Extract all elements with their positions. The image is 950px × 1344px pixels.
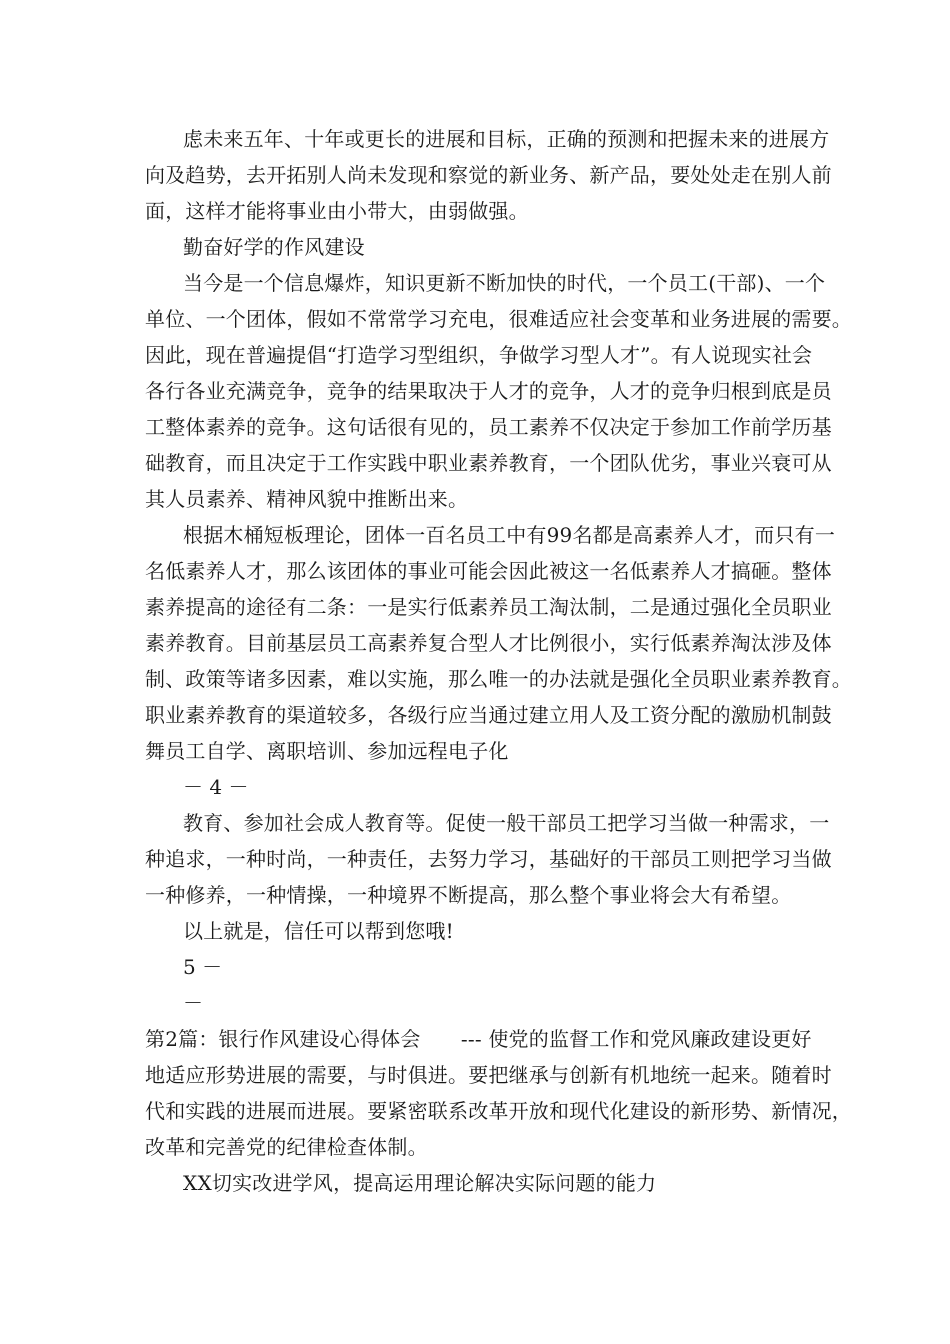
paragraph-line: 种追求，一种时尚，一种责任，去努力学习，基础好的干部员工则把学习当做	[145, 847, 832, 871]
paragraph-line: 素养提高的途径有二条：一是实行低素养员工淘汰制，二是通过强化全员职业	[145, 595, 832, 619]
paragraph-line: 以上就是，信任可以帮到您哦!	[183, 919, 454, 943]
paragraph-line: 其人员素养、精神风貌中推断出来。	[145, 487, 469, 511]
paragraph-line: 一种修养，一种情操，一种境界不断提高，那么整个事业将会大有希望。	[145, 883, 792, 907]
paragraph-line: 单位、一个团体，假如不常常学习充电，很难适应社会变革和业务进展的需要。	[145, 307, 852, 331]
paragraph-line: 素养教育。目前基层员工高素养复合型人才比例很小，实行低素养淘汰涉及体	[145, 631, 832, 655]
paragraph-line: 舞员工自学、离职培训、参加远程电子化	[145, 739, 509, 763]
article-title-line: 第2篇：银行作风建设心得体会 --- 使党的监督工作和党风廉政建设更好	[145, 1027, 812, 1051]
paragraph-line: 面，这样才能将事业由小带大，由弱做强。	[145, 199, 529, 223]
paragraph-line: 向及趋势，去开拓别人尚未发现和察觉的新业务、新产品，要处处走在别人前	[145, 163, 832, 187]
paragraph-line: 改革和完善党的纪律检查体制。	[145, 1135, 428, 1159]
paragraph-line: 代和实践的进展而进展。要紧密联系改革开放和现代化建设的新形势、新情况，	[145, 1099, 852, 1123]
paragraph-line: 根据木桶短板理论，团体一百名员工中有99名都是高素养人才，而只有一	[183, 523, 836, 547]
paragraph-line: 础教育，而且决定于工作实践中职业素养教育，一个团队优劣，事业兴衰可从	[145, 451, 832, 475]
paragraph-line: 各行各业充满竞争，竞争的结果取决于人才的竞争，人才的竞争归根到底是员	[145, 379, 832, 403]
paragraph-line: 地适应形势进展的需要，与时俱进。要把继承与创新有机地统一起来。随着时	[145, 1063, 832, 1087]
page-number-4: － 4 －	[183, 775, 249, 799]
paragraph-line: 虑未来五年、十年或更长的进展和目标，正确的预测和把握未来的进展方	[183, 127, 830, 151]
paragraph-line: 因此，现在普遍提倡“打造学习型组织，争做学习型人才”。有人说现实社会	[145, 343, 813, 367]
paragraph-line: 当今是一个信息爆炸，知识更新不断加快的时代，一个员工(干部)、一个	[183, 271, 826, 295]
paragraph-line: 职业素养教育的渠道较多，各级行应当通过建立用人及工资分配的激励机制鼓	[145, 703, 832, 727]
paragraph-line: 名低素养人才，那么该团体的事业可能会因此被这一名低素养人才搞砸。整体	[145, 559, 832, 583]
paragraph-line: 工整体素养的竞争。这句话很有见的，员工素养不仅决定于参加工作前学历基	[145, 415, 832, 439]
page-number-dash: －	[183, 991, 203, 1015]
section-heading: 勤奋好学的作风建设	[183, 235, 365, 259]
paragraph-line: 制、政策等诸多因素，难以实施，那么唯一的办法就是强化全员职业素养教育。	[145, 667, 852, 691]
paragraph-line: 教育、参加社会成人教育等。促使一般干部员工把学习当做一种需求，一	[183, 811, 830, 835]
page-number-5: 5 －	[183, 955, 223, 979]
section-heading: XX切实改进学风，提高运用理论解决实际问题的能力	[183, 1171, 657, 1195]
